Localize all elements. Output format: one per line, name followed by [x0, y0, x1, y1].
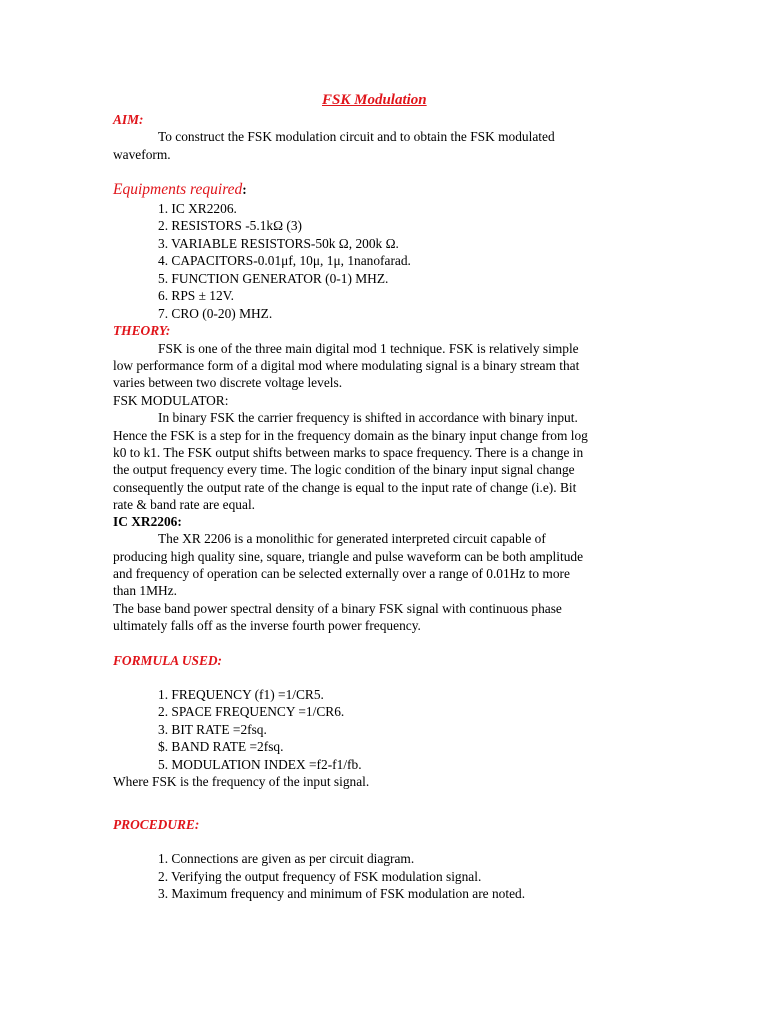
equipment-item: 2. RESISTORS -5.1kΩ (3): [158, 218, 302, 233]
equipments-heading: Equipments required: [113, 181, 243, 198]
fsk-modulator-heading: FSK MODULATOR:: [113, 393, 229, 408]
fsk-modulator-line: In binary FSK the carrier frequency is shifted in accordance with binary input.: [158, 410, 578, 425]
ic-line: and frequency of operation can be selected externally over a range of 0.01Hz to more: [113, 566, 570, 581]
procedure-item: 1. Connections are given as per circuit diagram.: [158, 851, 415, 866]
ic-line: The XR 2206 is a monolithic for generated interpreted circuit capable of: [158, 531, 546, 546]
formula-item: 1. FREQUENCY (f1) =1/CR5.: [158, 687, 324, 702]
fsk-modulator-line: k0 to k1. The FSK output shifts between marks to space frequency. There is a change in: [113, 445, 584, 460]
ic-line: producing high quality sine, square, triangle and pulse waveform can be both amplitude: [113, 549, 584, 564]
fsk-modulator-line: rate & band rate are equal.: [113, 497, 256, 512]
procedure-item: 3. Maximum frequency and minimum of FSK modulation are noted.: [158, 886, 526, 901]
fsk-modulator-line: consequently the output rate of the change is equal to the input rate of change (i.e). Bit: [113, 480, 577, 495]
equipment-item: 3. VARIABLE RESISTORS-50k Ω, 200k Ω.: [158, 236, 399, 251]
formula-item: 5. MODULATION INDEX =f2-f1/fb.: [158, 757, 362, 772]
equipment-item: 4. CAPACITORS-0.01μf, 10μ, 1μ, 1nanofarad.: [158, 253, 411, 268]
ic-line: ultimately falls off as the inverse fourth power frequency.: [113, 618, 421, 633]
aim-heading: AIM:: [113, 112, 144, 127]
ic-line: than 1MHz.: [113, 583, 177, 598]
formula-item: $. BAND RATE =2fsq.: [158, 739, 284, 754]
procedure-item: 2. Verifying the output frequency of FSK modulation signal.: [158, 869, 482, 884]
equipment-item: 6. RPS ± 12V.: [158, 288, 234, 303]
page-title: FSK Modulation: [322, 92, 427, 108]
fsk-modulator-line: the output frequency every time. The logic condition of the binary input signal change: [113, 462, 575, 477]
formula-note: Where FSK is the frequency of the input signal.: [113, 774, 370, 789]
procedure-heading: PROCEDURE:: [113, 817, 200, 832]
aim-line: To construct the FSK modulation circuit and to obtain the FSK modulated: [158, 129, 555, 144]
formula-item: 2. SPACE FREQUENCY =1/CR6.: [158, 704, 345, 719]
equipments-heading-row: [113, 181, 247, 199]
ic-line: The base band power spectral density of a binary FSK signal with continuous phase: [113, 601, 562, 616]
theory-heading: THEORY:: [113, 323, 171, 338]
equipment-item: 7. CRO (0-20) MHZ.: [158, 306, 273, 321]
formula-heading: FORMULA USED:: [113, 653, 223, 668]
fsk-modulator-line: Hence the FSK is a step for in the frequency domain as the binary input change from log: [113, 428, 588, 443]
equipments-colon: :: [242, 182, 247, 197]
theory-line: varies between two discrete voltage levels.: [113, 375, 343, 390]
equipment-item: 1. IC XR2206.: [158, 201, 237, 216]
theory-line: low performance form of a digital mod where modulating signal is a binary stream that: [113, 358, 580, 373]
equipment-item: 5. FUNCTION GENERATOR (0-1) MHZ.: [158, 271, 389, 286]
ic-heading: IC XR2206:: [113, 514, 182, 529]
aim-line: waveform.: [113, 147, 171, 162]
theory-line: FSK is one of the three main digital mod 1 technique. FSK is relatively simple: [158, 341, 579, 356]
formula-item: 3. BIT RATE =2fsq.: [158, 722, 267, 737]
